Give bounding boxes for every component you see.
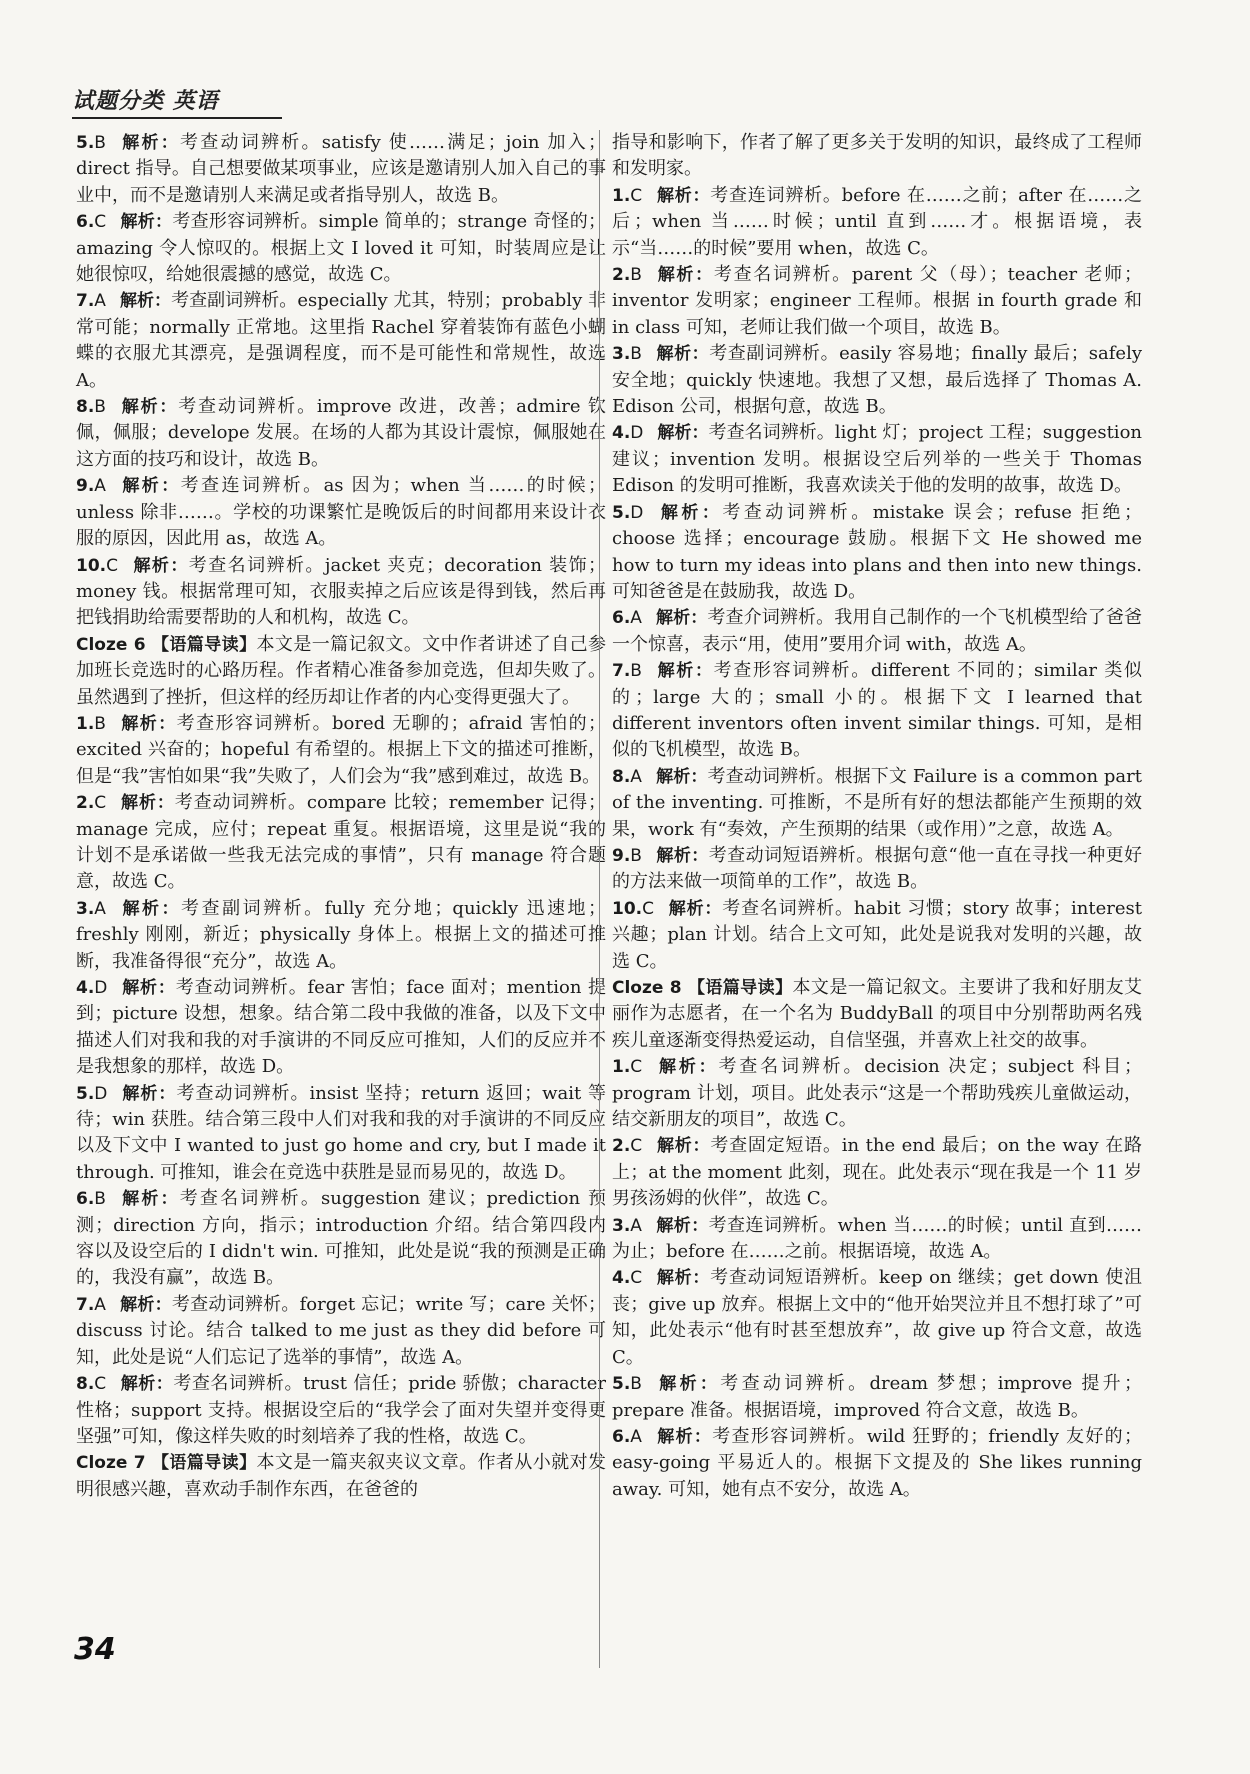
cloze-heading <box>76 1450 606 1503</box>
answer-letter: A <box>630 1426 642 1447</box>
analysis-text: 考查固定短语。in the end 最后；on the way 在路上；at the moment 此刻，现在。此处表示“现在我是一个 11 岁男孩汤姆的伙伴”，故选 C。 <box>612 1135 1143 1210</box>
question-number: 4. <box>612 423 631 444</box>
passage-guide-text: 本文是一篇记叙文。主要讲了我和好朋友艾丽作为志愿者，在一个名为 BuddyBall 的项目中分别帮助两名残疾儿童逐渐变得热爱运动，自信坚强，并喜欢上社交的故事。 <box>612 977 1143 1051</box>
answer-entry <box>76 1081 606 1187</box>
analysis-text: 考查形容词辨析。different 不同的；similar 类似的；large 大的；small 小的。根据下文 I learned that different inventors often invent similar things. 可知，是相似的飞机模型，故选 B。 <box>612 660 1142 761</box>
question-number: 2. <box>612 265 631 286</box>
analysis-label: 解析： <box>120 212 173 233</box>
passage-guide-tag: 【语篇导读】 <box>151 634 257 655</box>
answer-entry <box>76 209 606 288</box>
answer-letter: D <box>94 978 108 998</box>
question-number: 6. <box>612 608 631 629</box>
analysis-text: 考查副词辨析。especially 尤其，特别；probably 非常可能；normally 正常地。这里指 Rachel 穿着装饰有蓝色小蝴蝶的衣服尤其漂亮，是强调程度，而不是可能性和常规性，故选 A。 <box>76 290 606 391</box>
analysis-label: 解析： <box>119 1189 180 1210</box>
question-number: 3. <box>612 344 631 365</box>
analysis-text: 考查连词辨析。before 在……之前；after 在……之后；when 当……时候；until 直到……才。根据语境，表示“当……的时候”要用 when，故选 C。 <box>612 184 1143 259</box>
analysis-label: 解析： <box>657 423 709 444</box>
question-number: 8. <box>76 1374 95 1395</box>
answer-letter: B <box>94 1189 106 1210</box>
answer-entry <box>612 843 1142 896</box>
analysis-text: 考查形容词辨析。wild 狂野的；friendly 友好的；easy-going 平易近人的。根据下文提及的 She likes running away. 可知，她有点不安分，故选 A。 <box>612 1425 1142 1500</box>
answer-letter: A <box>94 1294 106 1315</box>
question-number: 10. <box>612 898 643 919</box>
analysis-text: 考查动词辨析。compare 比较；remember 记得；manage 完成，应付；repeat 重复。根据语境，这里是说“我的计划不是承诺做一些我无法完成的事情”，只有 manage 符合题意，故选 C。 <box>76 792 607 893</box>
cloze-heading <box>76 632 606 711</box>
analysis-label: 解析： <box>655 845 709 866</box>
answer-entry <box>612 1213 1142 1266</box>
question-number: 3. <box>612 1215 631 1236</box>
answer-entry <box>612 183 1142 262</box>
header-title: 试题分类 英语 <box>72 89 219 114</box>
answer-letter: D <box>630 423 644 444</box>
answer-letter: B <box>630 845 642 866</box>
analysis-label: 解析： <box>120 1374 174 1395</box>
analysis-label: 解析： <box>655 1215 709 1236</box>
answer-letter: A <box>94 898 106 919</box>
analysis-text: 考查名词辨析。decision 决定；subject 科目；program 计划，项目。此处表示“这是一个帮助残疾儿童做运动，结交新朋友的项目”，故选 C。 <box>612 1056 1143 1131</box>
question-number: 8. <box>76 397 95 418</box>
cloze-title: Cloze 6 <box>76 634 146 655</box>
answer-letter: C <box>630 1057 643 1078</box>
analysis-label: 解析： <box>655 661 714 682</box>
analysis-label: 解析： <box>119 397 179 418</box>
answer-entry <box>612 500 1142 606</box>
analysis-text: 考查动词短语辨析。根据句意“他一直在寻找一种更好的方法来做一项简单的工作”，故选 B。 <box>612 844 1143 893</box>
answer-letter: C <box>630 185 643 206</box>
analysis-label: 解析： <box>119 1294 172 1315</box>
analysis-label: 解析： <box>119 476 181 497</box>
continued-text: 指导和影响下，作者了解了更多关于发明的知识，最终成了工程师和发明家。 <box>612 132 1142 180</box>
analysis-text: 考查形容词辨析。bored 无聊的；afraid 害怕的；excited 兴奋的；hopeful 有希望的。根据上下文的描述可推断，但是“我”害怕如果“我”失败了，人们会为“我”感到难过，故选 B。 <box>76 712 606 787</box>
analysis-label: 解析： <box>132 555 189 576</box>
answer-letter: A <box>630 608 642 629</box>
question-number: 5. <box>612 502 631 523</box>
question-number: 9. <box>76 476 95 497</box>
answer-entry <box>76 790 606 896</box>
answer-letter: B <box>630 265 642 286</box>
analysis-text: 考查动词辨析。dream 梦想；improve 提升；prepare 准备。根据语境，improved 符合文意，故选 B。 <box>612 1373 1143 1421</box>
question-number: 4. <box>76 978 95 998</box>
answer-entry <box>76 711 606 790</box>
answer-letter: D <box>630 502 644 523</box>
analysis-label: 解析： <box>655 344 710 365</box>
analysis-text: 考查连词辨析。when 当……的时候；until 直到……为止；before 在……之前。根据语境，故选 A。 <box>612 1214 1142 1263</box>
cloze-title: Cloze 7 <box>76 1453 146 1474</box>
answer-entry <box>612 1054 1142 1133</box>
question-number: 7. <box>76 291 95 312</box>
question-number: 7. <box>612 661 631 682</box>
answer-letter: C <box>642 898 654 919</box>
analysis-text: 考查形容词辨析。simple 简单的；strange 奇怪的；amazing 令人惊叹的。根据上文 I loved it 可知，时装周应是让她很惊叹，给她很震撼的感觉，故选 C。 <box>76 211 607 286</box>
analysis-label: 解析： <box>656 1057 719 1078</box>
answer-letter: C <box>94 212 107 233</box>
cloze-heading <box>612 975 1142 1054</box>
answer-letter: C <box>94 1374 107 1395</box>
analysis-label: 解析： <box>656 1136 711 1157</box>
question-number: 1. <box>612 185 631 206</box>
answer-entry <box>76 1292 606 1371</box>
analysis-text: 考查动词辨析。根据下文 Failure is a common part of the inventing. 可推断，不是所有好的想法都能产生预期的效果，work 有“奏效，产生预期的结果（或作用）”之意，故选 A。 <box>612 765 1142 840</box>
question-number: 6. <box>76 212 95 233</box>
answer-letter: B <box>94 133 106 153</box>
analysis-label: 解析： <box>121 1083 177 1104</box>
analysis-label: 解析： <box>655 608 708 629</box>
answer-entry <box>612 420 1142 499</box>
question-number: 6. <box>612 1426 631 1447</box>
analysis-text: 考查副词辨析。easily 容易地；finally 最后；safely 安全地；quickly 快速地。我想了又想，最后选择了 Thomas A. Edison 公司，根据句意，故选 B。 <box>612 343 1143 418</box>
question-number: 6. <box>76 1189 95 1210</box>
answer-entry <box>612 262 1142 341</box>
analysis-text: 考查动词短语辨析。keep on 继续；get down 使沮丧；give up 放弃。根据上文中的“他开始哭泣并且不想打球了”可知，此处表示“他有时甚至想放弃”，故 give up 符合文意，故选 C。 <box>612 1267 1142 1368</box>
question-number: 5. <box>76 133 95 153</box>
cloze-title: Cloze 8 <box>612 978 682 998</box>
analysis-label: 解析： <box>668 898 723 919</box>
question-number: 2. <box>612 1136 631 1157</box>
question-number: 5. <box>76 1083 95 1104</box>
analysis-text: 考查名词辨析。light 灯；project 工程；suggestion 建议；invention 发明。根据设空后列举的一些关于 Thomas Edison 的发明可推断，我喜欢读关于他的发明的故事，故选 D。 <box>612 422 1142 497</box>
answer-letter: A <box>630 766 642 787</box>
analysis-label: 解析： <box>655 1426 713 1447</box>
answer-entry <box>612 1424 1142 1503</box>
passage-guide-tag: 【语篇导读】 <box>151 1453 257 1474</box>
analysis-text: 考查动词辨析。forget 忘记；write 写；care 关怀；discuss 讨论。结合 talked to me just as they did before 可知，此处是说“人们忘记了选举的事情”，故选 A。 <box>76 1293 606 1368</box>
answer-entry <box>76 1186 606 1292</box>
analysis-text: 考查名词辨析。trust 信任；pride 骄傲；character 性格；support 支持。根据设空后的“我学会了面对失望并变得更坚强”可知，像这样失败的时刻培养了我的性格，故选 C。 <box>76 1373 607 1447</box>
answer-entry <box>612 1133 1142 1212</box>
analysis-label: 解析： <box>119 898 182 919</box>
left-column <box>76 130 606 1503</box>
right-column <box>612 130 1142 1503</box>
question-number: 9. <box>612 845 631 866</box>
answer-letter: B <box>94 713 106 734</box>
question-number: 3. <box>76 898 95 919</box>
answer-letter: B <box>94 397 106 418</box>
answer-entry <box>612 896 1142 975</box>
question-number: 7. <box>76 1294 95 1315</box>
analysis-label: 解析： <box>655 265 714 286</box>
answer-entry <box>612 1371 1142 1424</box>
analysis-label: 解析： <box>119 291 172 312</box>
analysis-text: 考查连词辨析。as 因为；when 当……的时候；unless 除非……。学校的功课繁忙是晚饭后的时间都用来设计衣服的原因，因此用 as，故选 A。 <box>76 475 607 550</box>
answer-entry <box>76 896 606 975</box>
question-number: 1. <box>76 713 95 734</box>
analysis-text: 考查名词辨析。habit 习惯；story 故事；interest 兴趣；plan 计划。结合上文可知，此处是说我对发明的兴趣，故选 C。 <box>612 897 1142 972</box>
answer-entry <box>76 130 606 209</box>
answer-letter: D <box>94 1083 108 1104</box>
passage-guide-text: 本文是一篇记叙文。文中作者讲述了自己参加班长竞选时的心路历程。作者精心准备参加竞选，但却失败了。虽然遇到了挫折，但这样的经历却让作者的内心变得更强大了。 <box>76 633 607 708</box>
analysis-label: 解析： <box>656 185 711 206</box>
question-number: 10. <box>76 555 107 576</box>
passage-guide-text: 本文是一篇夹叙夹议文章。作者从小就对发明很感兴趣，喜欢动手制作东西，在爸爸的 <box>76 1452 607 1500</box>
answer-letter: A <box>630 1215 642 1236</box>
answer-entry <box>76 553 606 632</box>
question-number: 4. <box>612 1268 631 1289</box>
question-number: 5. <box>612 1374 631 1395</box>
answer-entry <box>76 288 606 394</box>
answer-entry <box>612 1265 1142 1371</box>
answer-entry <box>612 658 1142 764</box>
answer-letter: C <box>94 793 107 814</box>
question-number: 1. <box>612 1057 631 1078</box>
analysis-text: 考查名词辨析。suggestion 建议；prediction 预测；direction 方向，指示；introduction 介绍。结合第四段内容以及设空后的 I didn't win. 可推知，此处是说“我的预测是正确的，我没有赢”，故选 B。 <box>76 1188 607 1289</box>
answer-entry <box>76 975 606 1081</box>
answer-letter: C <box>106 555 118 576</box>
answer-letter: B <box>630 1374 642 1395</box>
answer-letter: C <box>630 1136 643 1157</box>
answer-entry <box>76 1371 606 1450</box>
answer-letter: B <box>630 661 642 682</box>
analysis-text: 考查动词辨析。insist 坚持；return 返回；wait 等待；win 获胜。结合第三段中人们对我和我的对手演讲的不同反应以及下文中 I wanted to just go home and cry, but I made it through. 可推知，谁会在竞选中获胜是显而易见的，故选 D。 <box>76 1082 607 1183</box>
analysis-text: 考查名词辨析。parent 父（母）；teacher 老师；inventor 发明家；engineer 工程师。根据 in fourth grade 和 in class 可知，老师让我们做一个项目，故选 B。 <box>612 264 1143 338</box>
analysis-label: 解析： <box>655 766 708 787</box>
analysis-text: 考查动词辨析。improve 改进，改善；admire 钦佩，佩服；develope 发展。在场的人都为其设计震惊，佩服她在这方面的技巧和设计，故选 B。 <box>76 396 607 470</box>
analysis-text: 考查动词辨析。satisfy 使……满足；join 加入；direct 指导。自己想要做某项事业，应该是邀请别人加入自己的事业中，而不是邀请别人来满足或者指导别人，故选 B。 <box>76 132 606 206</box>
answer-letter: A <box>94 476 106 497</box>
analysis-label: 解析： <box>119 713 177 734</box>
analysis-text: 考查名词辨析。jacket 夹克；decoration 装饰；money 钱。根据常理可知，衣服卖掉之后应该是得到钱，然后再把钱捐助给需要帮助的人和机构，故选 C。 <box>76 554 607 629</box>
analysis-label: 解析： <box>657 502 723 523</box>
answer-letter: B <box>630 344 642 365</box>
page-number: 34 <box>74 1632 116 1667</box>
answer-entry <box>612 341 1142 420</box>
analysis-text: 考查介词辨析。我用自己制作的一个飞机模型给了爸爸一个惊喜，表示“用，使用”要用介词 with，故选 A。 <box>612 607 1143 655</box>
analysis-label: 解析： <box>655 1374 721 1395</box>
analysis-text: 考查动词辨析。fear 害怕；face 面对；mention 提到；picture 设想，想象。结合第二段中我做的准备，以及下文中描述人们对我和我的对手演讲的不同反应可推知，人们的反应并不是我想象的那样，故选 D。 <box>76 977 606 1078</box>
column-divider <box>599 130 600 1668</box>
answer-entry <box>612 764 1142 843</box>
answer-entry <box>76 394 606 473</box>
answer-entry <box>612 605 1142 658</box>
analysis-label: 解析： <box>119 133 180 153</box>
analysis-label: 解析： <box>120 793 175 814</box>
analysis-label: 解析： <box>656 1268 711 1289</box>
header-rule <box>72 117 282 119</box>
answer-entry <box>76 473 606 552</box>
question-number: 2. <box>76 793 95 814</box>
answer-letter: A <box>94 291 106 312</box>
passage-guide-tag: 【语篇导读】 <box>687 978 793 998</box>
answer-letter: C <box>630 1268 643 1289</box>
analysis-text: 考查动词辨析。mistake 误会；refuse 拒绝；choose 选择；encourage 鼓励。根据下文 He showed me how to turn my ideas into plans and then into new things. 可知爸爸是在鼓励我，故选 D。 <box>612 501 1143 602</box>
question-number: 8. <box>612 766 631 787</box>
analysis-text: 考查副词辨析。fully 充分地；quickly 迅速地；freshly 刚刚，新近；physically 身体上。根据上文的描述可推断，我准备得很“充分”，故选 A。 <box>76 897 607 972</box>
analysis-label: 解析： <box>121 978 176 998</box>
